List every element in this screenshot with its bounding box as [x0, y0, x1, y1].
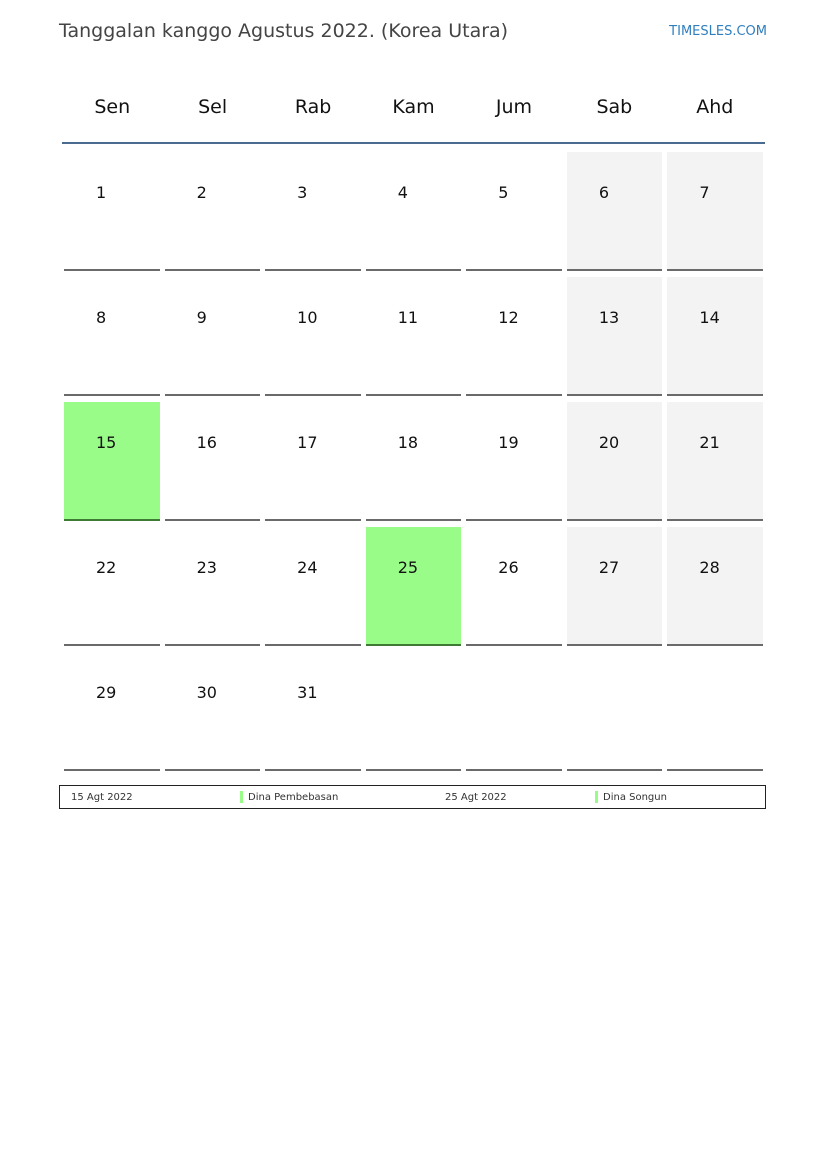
day-number: 16 — [196, 433, 217, 452]
day-cell — [64, 277, 160, 396]
day-cell-weekend — [567, 402, 663, 521]
legend-holiday — [595, 786, 667, 808]
day-number: 29 — [96, 683, 117, 702]
day-number: 12 — [498, 308, 519, 327]
day-cell — [165, 652, 261, 771]
day-number: 1 — [96, 183, 107, 202]
day-cell-weekend — [667, 402, 763, 521]
day-number: 25 — [397, 558, 419, 577]
day-cell-empty — [667, 652, 763, 771]
holiday-color-marker-icon — [595, 791, 598, 803]
weekday-label: Sab — [596, 96, 633, 118]
day-cell — [165, 402, 261, 521]
day-cell — [366, 277, 462, 396]
day-cell-holiday — [366, 527, 462, 646]
day-cell — [466, 527, 562, 646]
day-number: 28 — [699, 558, 720, 577]
week-row — [62, 273, 765, 398]
day-number: 23 — [196, 558, 217, 577]
calendar-grid — [62, 72, 765, 773]
day-number: 20 — [598, 433, 620, 452]
day-cell — [265, 652, 361, 771]
week-row — [62, 523, 765, 648]
holiday-color-marker-icon — [240, 791, 243, 803]
day-cell-weekend — [667, 277, 763, 396]
day-number: 26 — [498, 558, 519, 577]
holiday-legend — [59, 785, 766, 809]
day-number: 8 — [96, 308, 107, 327]
legend-holiday-name: Dina Pembebasan — [248, 791, 339, 803]
weekday-label: Jum — [495, 96, 532, 118]
day-number: 19 — [498, 433, 519, 452]
weekday-label: Sel — [198, 96, 228, 118]
day-cell-weekend — [667, 527, 763, 646]
day-number: 27 — [598, 558, 620, 577]
day-number: 6 — [598, 183, 610, 202]
day-number: 2 — [196, 183, 207, 202]
day-number: 11 — [397, 308, 419, 327]
site-link[interactable]: TIMESLES.COM — [669, 24, 767, 39]
day-number: 31 — [297, 683, 318, 702]
week-row — [62, 648, 765, 773]
day-cell — [466, 277, 562, 396]
day-number: 21 — [699, 433, 720, 452]
week-row — [62, 148, 765, 273]
day-cell — [64, 152, 160, 271]
week-row — [62, 398, 765, 523]
day-number: 22 — [96, 558, 117, 577]
day-cell — [265, 527, 361, 646]
day-number: 3 — [297, 183, 308, 202]
weekday-label: Kam — [392, 96, 435, 118]
legend-date: 15 Agt 2022 — [71, 791, 133, 803]
day-cell — [466, 152, 562, 271]
day-cell-holiday — [64, 402, 160, 521]
day-cell — [265, 152, 361, 271]
weekday-label: Ahd — [696, 96, 734, 118]
day-number: 13 — [598, 308, 620, 327]
weekday-label: Sen — [94, 96, 131, 118]
day-number: 7 — [699, 183, 710, 202]
weekday-header-row — [62, 72, 765, 144]
day-number: 15 — [96, 433, 117, 452]
day-cell — [165, 277, 261, 396]
day-cell-weekend — [667, 152, 763, 271]
day-cell — [466, 402, 562, 521]
weekday-label: Rab — [294, 96, 332, 118]
day-cell — [366, 402, 462, 521]
weeks-container — [62, 148, 765, 773]
day-cell-empty — [366, 652, 462, 771]
day-cell — [366, 152, 462, 271]
day-number: 5 — [498, 183, 509, 202]
day-cell-weekend — [567, 277, 663, 396]
day-cell-weekend — [567, 527, 663, 646]
legend-date: 25 Agt 2022 — [445, 791, 507, 803]
day-cell — [265, 402, 361, 521]
day-cell-empty — [567, 652, 663, 771]
legend-holiday-name: Dina Songun — [603, 791, 667, 803]
day-number: 17 — [297, 433, 318, 452]
day-number: 4 — [397, 183, 408, 202]
day-number: 14 — [699, 308, 720, 327]
day-cell — [64, 652, 160, 771]
day-cell — [64, 527, 160, 646]
day-number: 30 — [196, 683, 217, 702]
day-cell — [165, 527, 261, 646]
day-number: 24 — [297, 558, 318, 577]
day-cell — [265, 277, 361, 396]
day-number: 18 — [397, 433, 419, 452]
day-number: 9 — [196, 308, 207, 327]
day-number: 10 — [297, 308, 318, 327]
day-cell-weekend — [567, 152, 663, 271]
page-title: Tanggalan kanggo Agustus 2022. (Korea Utara) — [59, 20, 509, 42]
day-cell-empty — [466, 652, 562, 771]
legend-holiday — [240, 786, 338, 808]
day-cell — [165, 152, 261, 271]
